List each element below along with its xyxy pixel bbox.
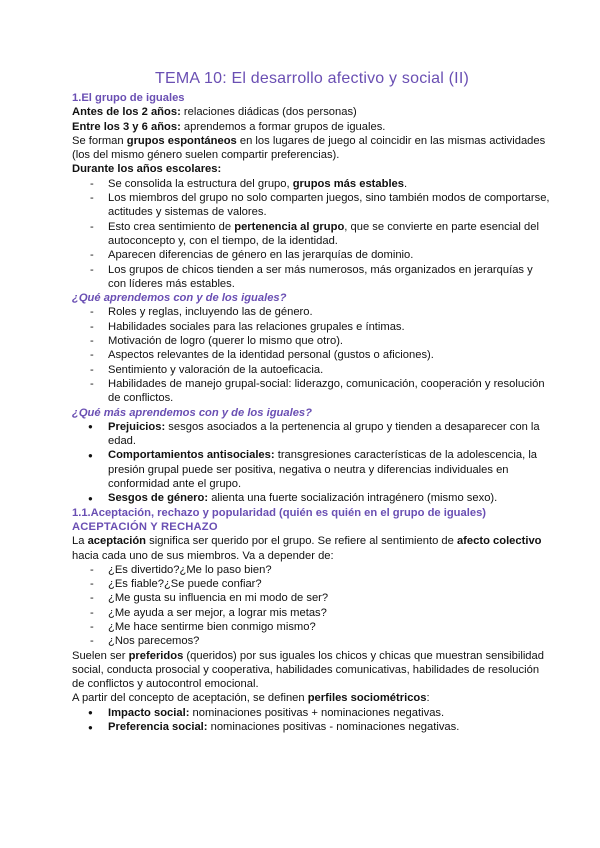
subheading-que-mas: ¿Qué más aprendemos con y de los iguales? bbox=[72, 406, 312, 419]
text: : bbox=[426, 692, 430, 705]
paragraph-antes-2 bbox=[72, 105, 552, 119]
list-item: - Roles y reglas, incluyendo las de género. bbox=[72, 305, 552, 319]
subheading-aceptacion-rechazo: ACEPTACIÓN Y RECHAZO bbox=[72, 520, 218, 533]
list-item: - Habilidades sociales para las relaciones grupales e íntimas. bbox=[72, 320, 552, 334]
list-escolares bbox=[72, 177, 552, 291]
text: . bbox=[404, 177, 408, 190]
list-item bbox=[72, 263, 552, 292]
bold-term: pertenencia al grupo bbox=[234, 220, 345, 233]
list-item bbox=[72, 706, 552, 720]
paragraph-aceptacion bbox=[72, 534, 552, 563]
paragraph-perfiles bbox=[72, 691, 552, 705]
bold-label: Antes de los 2 años: bbox=[72, 106, 181, 119]
text: Suelen ser bbox=[72, 649, 129, 662]
text: , que se convierte en parte esencial del autoconcepto y, con el tiempo, de la identidad. bbox=[108, 220, 539, 247]
text: transgresiones características de la adolescencia, la presión grupal puede ser positiva, negativa o neutra y diferencias individuales en conformidad ante el grupo. bbox=[108, 449, 538, 491]
bold-term: afecto colectivo bbox=[456, 535, 542, 548]
text: (queridos) por sus iguales los chicos y chicas que muestran sensibilidad social, conducta prosocial y cooperativa, habilidades comunicativas, habilidades de resolución de conflictos y autocontrol emocional. bbox=[72, 649, 544, 691]
text: sesgos asociados a la pertenencia al grupo y tienden a desaparecer con la edad. bbox=[108, 420, 540, 448]
list-item: - ¿Me hace sentirme bien conmigo mismo? bbox=[72, 620, 552, 634]
list-item bbox=[72, 191, 552, 220]
text: hacia cada uno de sus miembros. Va a depender de: bbox=[72, 549, 334, 562]
list-item bbox=[72, 448, 552, 491]
list-aprendemos bbox=[72, 305, 552, 405]
bold-term: Prejuicios: bbox=[108, 420, 166, 433]
text: A partir del concepto de aceptación, se definen bbox=[72, 692, 308, 705]
text: Se forman bbox=[72, 134, 127, 147]
text: aprendemos a formar grupos de iguales. bbox=[180, 120, 386, 133]
paragraph-entre-3-6 bbox=[72, 120, 552, 134]
list-item bbox=[72, 220, 552, 249]
list-item: - ¿Me ayuda a ser mejor, a lograr mis metas? bbox=[72, 606, 552, 620]
list-item: - ¿Es divertido?¿Me lo paso bien? bbox=[72, 563, 552, 577]
list-item bbox=[72, 177, 552, 191]
text: Esto crea sentimiento de bbox=[108, 220, 235, 233]
list-mas bbox=[72, 420, 552, 506]
list-perfiles bbox=[72, 706, 552, 735]
list-item bbox=[72, 420, 552, 449]
bold-term: perfiles sociométricos bbox=[307, 692, 427, 705]
list-item bbox=[72, 720, 552, 734]
text: relaciones diádicas (dos personas) bbox=[180, 106, 357, 119]
text: Los grupos de chicos tienden a ser más numerosos, más organizados en jerarquías y con líderes más estables. bbox=[108, 263, 533, 290]
text: en los lugares de juego al coincidir en las mismas actividades (los del mismo género suelen compartir preferencias). bbox=[72, 134, 546, 162]
list-item bbox=[72, 248, 552, 262]
list-item: - Habilidades de manejo grupal-social: liderazgo, comunicación, cooperación y resolución de conflictos. bbox=[72, 377, 552, 406]
text: significa ser querido por el grupo. Se refiere al sentimiento de bbox=[146, 535, 457, 548]
text: nominaciones positivas - nominaciones negativas. bbox=[207, 721, 460, 734]
bold-term: Impacto social: bbox=[108, 706, 190, 719]
text: nominaciones positivas + nominaciones negativas. bbox=[189, 706, 445, 719]
list-item: - ¿Es fiable?¿Se puede confiar? bbox=[72, 577, 552, 591]
bold-label: Durante los años escolares: bbox=[72, 163, 222, 176]
list-item: - ¿Nos parecemos? bbox=[72, 634, 552, 648]
bold-term: Sesgos de género: bbox=[108, 492, 209, 505]
section-heading-grupo-iguales: 1.El grupo de iguales bbox=[72, 92, 185, 104]
bold-label: Entre los 3 y 6 años: bbox=[72, 120, 181, 133]
text: Los miembros del grupo no solo comparten juegos, sino también modos de comportarse, actitudes y sistemas de valores. bbox=[108, 192, 550, 219]
list-item bbox=[72, 491, 552, 505]
text: La bbox=[72, 535, 88, 548]
bold-term: grupos más estables bbox=[292, 177, 404, 190]
text: Se consolida la estructura del grupo, bbox=[108, 177, 293, 190]
list-item: - Aspectos relevantes de la identidad personal (gustos o aficiones). bbox=[72, 348, 552, 362]
bold-term: preferidos bbox=[128, 649, 184, 662]
paragraph-grupos-espontaneos bbox=[72, 134, 552, 163]
list-preguntas bbox=[72, 563, 552, 649]
paragraph-preferidos bbox=[72, 649, 552, 692]
bold-term: aceptación bbox=[87, 535, 147, 548]
paragraph-durante bbox=[72, 162, 552, 176]
bold-term: Comportamientos antisociales: bbox=[108, 449, 275, 462]
list-item: - Sentimiento y valoración de la autoeficacia. bbox=[72, 363, 552, 377]
text: Aparecen diferencias de género en las jerarquías de dominio. bbox=[108, 249, 414, 262]
bold-term: Preferencia social: bbox=[108, 721, 208, 734]
text: alienta una fuerte socialización intragénero (mismo sexo). bbox=[208, 492, 498, 505]
list-item: - Motivación de logro (querer lo mismo que otro). bbox=[72, 334, 552, 348]
bold-term: grupos espontáneos bbox=[126, 134, 237, 147]
subheading-que-aprendemos: ¿Qué aprendemos con y de los iguales? bbox=[72, 292, 287, 305]
page-title: TEMA 10: El desarrollo afectivo y social (II) bbox=[155, 70, 469, 87]
list-item: - ¿Me gusta su influencia en mi modo de ser? bbox=[72, 591, 552, 605]
section-heading-aceptacion: 1.1.Aceptación, rechazo y popularidad (quién es quién en el grupo de iguales) bbox=[72, 506, 487, 519]
